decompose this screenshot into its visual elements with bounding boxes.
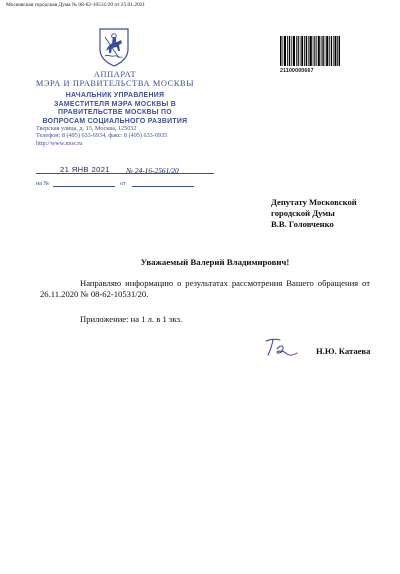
registration-date-stamp: 21 ЯНВ 2021	[60, 165, 110, 174]
handwritten-signature	[262, 336, 302, 360]
signer-name: Н.Ю. Катаева	[316, 346, 371, 356]
reference-date-label: от	[120, 180, 126, 187]
barcode-number: 21100000667	[280, 68, 314, 74]
salutation: Уважаемый Валерий Владимирович!	[140, 257, 290, 267]
letterhead-org-line2: МЭРА И ПРАВИТЕЛЬСТВА МОСКВЫ	[35, 79, 195, 88]
document-header-line: Московская городская Дума № 08-62-10531/20 от 25.01.2021	[6, 2, 146, 8]
website-link[interactable]: http://www.mos.ru	[36, 139, 83, 147]
letterhead-org-line1: АППАРАТ	[93, 70, 137, 79]
addressee-name: В.В. Головченко	[271, 219, 334, 230]
letter-body	[40, 278, 370, 300]
barcode-icon	[280, 36, 340, 66]
addressee-block	[271, 197, 357, 231]
letterhead-department	[20, 92, 210, 126]
letterhead-dept-line4: ВОПРОСАМ СОЦИАЛЬНОГО РАЗВИТИЯ	[42, 117, 188, 125]
body-paragraph: Направляю информацию о результатах рассмотрения Вашего обращения от 26.11.2020 № 08-62-10531/20.	[40, 278, 370, 299]
addressee-line2: городской Думы	[271, 208, 335, 219]
registration-line	[36, 163, 214, 174]
letterhead-dept-line2: ЗАМЕСТИТЕЛЯ МЭРА МОСКВЫ В	[53, 100, 177, 108]
letterhead	[20, 70, 210, 126]
phone-fax-line: Телефон: 8 (495) 633-6934, факс: 8 (495) 633-6935	[36, 132, 168, 140]
letterhead-address	[36, 125, 216, 147]
reference-date-blank	[132, 186, 194, 187]
reference-line	[36, 178, 216, 188]
addressee-line1: Депутату Московской	[271, 197, 357, 207]
registration-number: № 24-16-2561/20	[126, 166, 179, 175]
address-line: Тверская улица, д. 13, Москва, 125032	[36, 125, 137, 132]
attachment-note: Приложение: на 1 л. в 1 экз.	[80, 314, 183, 324]
reference-number-blank	[53, 186, 115, 187]
barcode-block	[280, 36, 340, 74]
reference-number-label: на №	[36, 180, 50, 187]
letterhead-org	[20, 70, 210, 88]
letterhead-dept-line1: НАЧАЛЬНИК УПРАВЛЕНИЯ	[65, 92, 165, 99]
letterhead-dept-line3: ПРАВИТЕЛЬСТВЕ МОСКВЫ ПО	[58, 109, 172, 117]
moscow-coat-of-arms-icon	[97, 27, 131, 67]
